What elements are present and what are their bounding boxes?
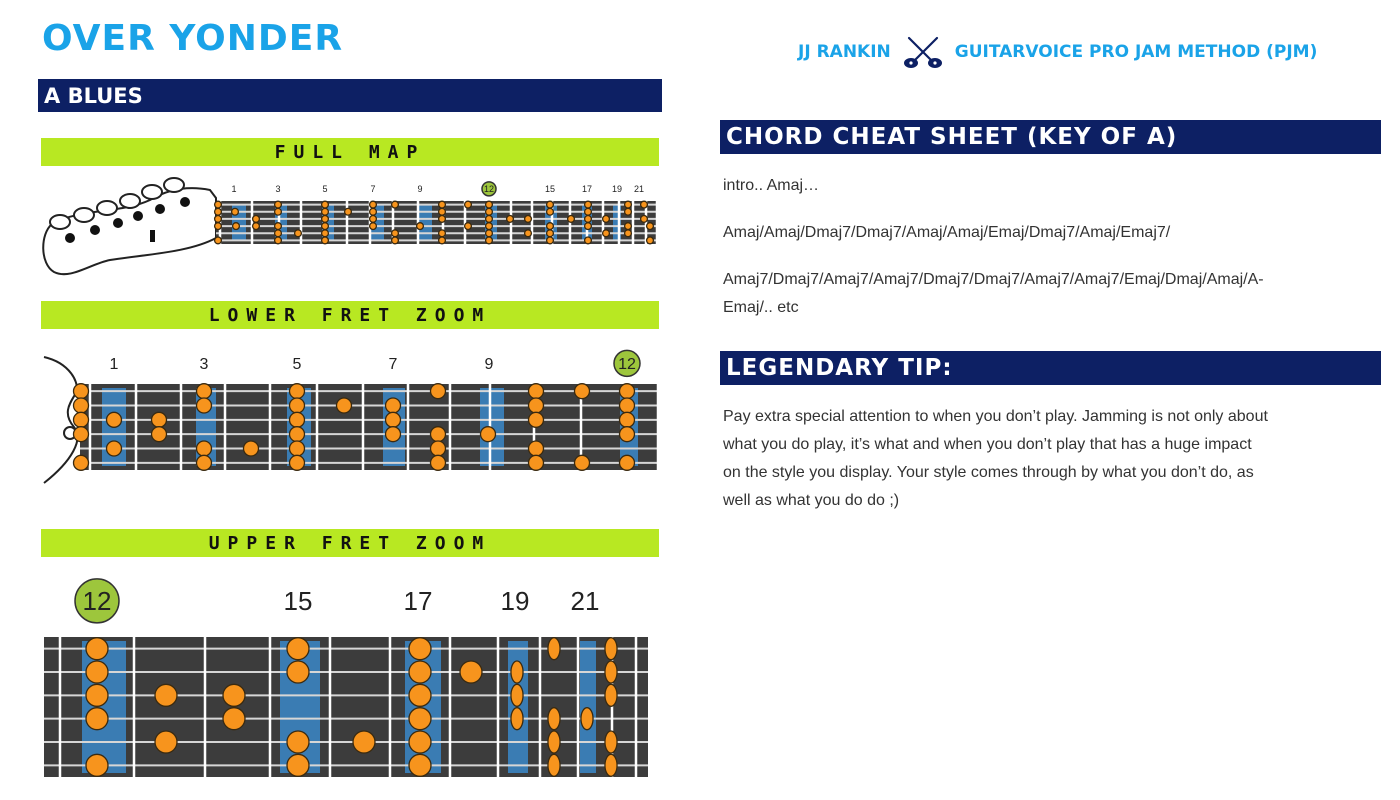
scale-note-dot — [197, 384, 212, 399]
scale-note-dot — [605, 684, 617, 706]
scale-note-dot — [585, 237, 592, 244]
fret-number-label: 21 — [633, 184, 645, 194]
scale-note-dot — [529, 398, 544, 413]
fret-number-label: 5 — [292, 356, 302, 373]
fret-number-label: 3 — [199, 356, 209, 373]
scale-note-dot — [625, 230, 632, 237]
truss-rod — [150, 230, 155, 242]
scale-note-dot — [417, 223, 424, 230]
scale-note-dot — [547, 223, 554, 230]
chord-progression-line-1: Amaj/Amaj/Dmaj7/Dmaj7/Amaj/Amaj/Emaj/Dmaj7/Amaj/Emaj7/ — [723, 224, 1171, 241]
scale-note-dot — [275, 201, 282, 208]
scale-note-dot — [233, 223, 240, 230]
scale-note-dot — [575, 455, 590, 470]
scale-note-dot — [370, 208, 377, 215]
full-fretboard-map — [40, 168, 660, 280]
fret-number-label: 7 — [370, 184, 376, 194]
scale-note-dot — [322, 223, 329, 230]
scale-note-dot — [431, 441, 446, 456]
scale-note-dot — [275, 230, 282, 237]
fret-number-label: 9 — [484, 356, 494, 373]
fret-number-label: 19 — [611, 184, 623, 194]
fret-number-label: 1 — [109, 356, 119, 373]
scale-note-dot — [548, 638, 560, 660]
scale-note-dot — [529, 412, 544, 427]
scale-note-dot — [486, 230, 493, 237]
tip-heading: LEGENDARY TIP: — [720, 351, 1381, 385]
fret-number-label: 15 — [283, 586, 313, 616]
scale-note-dot — [647, 237, 654, 244]
scale-note-dot — [215, 201, 222, 208]
fret-number-label: 5 — [322, 184, 328, 194]
scale-note-dot — [511, 684, 523, 706]
scale-note-dot — [287, 731, 309, 753]
scale-note-dot — [605, 638, 617, 660]
tuning-peg — [120, 194, 140, 208]
tuning-peg — [97, 201, 117, 215]
scale-note-dot — [386, 412, 401, 427]
crossed-guitars-icon — [901, 34, 945, 70]
scale-note-dot — [525, 230, 532, 237]
scale-note-dot — [431, 455, 446, 470]
scale-note-dot — [547, 237, 554, 244]
string-post — [65, 233, 75, 243]
scale-note-dot — [575, 384, 590, 399]
scale-note-dot — [215, 208, 222, 215]
scale-note-dot — [431, 427, 446, 442]
scale-note-dot — [625, 201, 632, 208]
brand-header — [798, 34, 1317, 70]
upper-fret-diagram — [40, 568, 660, 788]
scale-note-dot — [409, 754, 431, 776]
string-post — [90, 225, 100, 235]
chord-progression-line-2: Amaj7/Dmaj7/Amaj7/Amaj7/Dmaj7/Dmaj7/Amaj7/Amaj7/Emaj/Dmaj/Amaj/A-Emaj/.. etc — [723, 271, 1264, 316]
tuning-peg — [74, 208, 94, 222]
string-post — [113, 218, 123, 228]
scale-note-dot — [439, 237, 446, 244]
scale-note-dot — [439, 216, 446, 223]
scale-note-dot — [253, 216, 260, 223]
scale-note-dot — [465, 223, 472, 230]
scale-note-dot — [620, 455, 635, 470]
scale-note-dot — [409, 708, 431, 730]
scale-note-dot — [486, 201, 493, 208]
scale-note-dot — [322, 201, 329, 208]
fret-number-label: 21 — [570, 586, 600, 616]
scale-note-dot — [439, 230, 446, 237]
scale-box-shading — [82, 641, 126, 773]
fret-number-label: 3 — [275, 184, 281, 194]
scale-box-shading — [480, 388, 504, 466]
scale-note-dot — [275, 237, 282, 244]
chord-sheet-heading: CHORD CHEAT SHEET (KEY OF A) — [720, 120, 1381, 154]
scale-note-dot — [641, 201, 648, 208]
scale-note-dot — [392, 201, 399, 208]
scale-note-dot — [548, 708, 560, 730]
scale-note-dot — [620, 427, 635, 442]
scale-note-dot — [439, 201, 446, 208]
string-post — [133, 211, 143, 221]
scale-note-dot — [529, 441, 544, 456]
scale-note-dot — [620, 384, 635, 399]
scale-note-dot — [345, 208, 352, 215]
scale-note-dot — [507, 216, 514, 223]
scale-note-dot — [322, 237, 329, 244]
scale-note-dot — [529, 384, 544, 399]
scale-note-dot — [625, 208, 632, 215]
tuning-peg — [142, 185, 162, 199]
scale-note-dot — [290, 455, 305, 470]
scale-note-dot — [290, 384, 305, 399]
fret-number-label: 1 — [231, 184, 237, 194]
tip-text: Pay extra special attention to when you don’t play. Jamming is not only about what you do play, it’s what and when you don’t play that has a huge impact on the style you display. Your style comes through by what you don’t do, as well as what you do do ;) — [723, 408, 1268, 509]
scale-note-dot — [86, 708, 108, 730]
scale-note-dot — [287, 754, 309, 776]
scale-note-dot — [547, 230, 554, 237]
scale-note-dot — [197, 398, 212, 413]
scale-note-dot — [155, 684, 177, 706]
full-map-label: FULL MAP — [41, 138, 659, 166]
scale-note-dot — [481, 427, 496, 442]
scale-note-dot — [386, 398, 401, 413]
scale-note-dot — [370, 201, 377, 208]
scale-note-dot — [86, 638, 108, 660]
method-name: GUITARVOICE PRO JAM METHOD (PJM) — [954, 42, 1318, 62]
song-title: OVER YONDER — [42, 18, 344, 59]
scale-note-dot — [409, 661, 431, 683]
scale-note-dot — [486, 223, 493, 230]
scale-note-dot — [290, 412, 305, 427]
scale-note-dot — [409, 731, 431, 753]
scale-note-dot — [155, 731, 177, 753]
scale-note-dot — [486, 208, 493, 215]
scale-note-dot — [244, 441, 259, 456]
scale-note-dot — [290, 398, 305, 413]
fret-number-label: 7 — [388, 356, 398, 373]
fret-number-label: 12 — [483, 184, 495, 194]
scale-note-dot — [197, 441, 212, 456]
scale-note-dot — [215, 216, 222, 223]
scale-note-dot — [275, 208, 282, 215]
scale-note-dot — [86, 684, 108, 706]
lower-fret-diagram — [40, 343, 660, 493]
fret-number-label: 12 — [618, 356, 636, 373]
author-name: JJ RANKIN — [798, 42, 891, 62]
fret-number-label: 17 — [403, 586, 433, 616]
scale-note-dot — [74, 398, 89, 413]
scale-note-dot — [568, 216, 575, 223]
lower-fret-label: LOWER FRET ZOOM — [41, 301, 659, 329]
scale-note-dot — [74, 384, 89, 399]
scale-note-dot — [74, 455, 89, 470]
scale-note-dot — [223, 684, 245, 706]
scale-note-dot — [295, 230, 302, 237]
chord-intro: intro.. Amaj… — [723, 177, 820, 194]
scale-note-dot — [603, 216, 610, 223]
scale-note-dot — [547, 201, 554, 208]
upper-fret-label: UPPER FRET ZOOM — [41, 529, 659, 557]
scale-note-dot — [337, 398, 352, 413]
scale-note-dot — [620, 398, 635, 413]
scale-note-dot — [585, 216, 592, 223]
scale-note-dot — [585, 201, 592, 208]
scale-note-dot — [605, 661, 617, 683]
scale-note-dot — [287, 638, 309, 660]
fret-number-label: 19 — [500, 586, 530, 616]
scale-note-dot — [392, 230, 399, 237]
scale-note-dot — [322, 216, 329, 223]
scale-note-dot — [370, 223, 377, 230]
scale-note-dot — [74, 427, 89, 442]
tuning-peg — [164, 178, 184, 192]
scale-note-dot — [253, 223, 260, 230]
scale-note-dot — [223, 708, 245, 730]
scale-note-dot — [290, 441, 305, 456]
scale-note-dot — [409, 684, 431, 706]
scale-note-dot — [322, 230, 329, 237]
scale-note-dot — [647, 223, 654, 230]
fretboard-body — [80, 384, 658, 470]
scale-note-dot — [290, 427, 305, 442]
scale-note-dot — [525, 216, 532, 223]
string-post — [180, 197, 190, 207]
scale-note-dot — [581, 708, 593, 730]
fret-number-label: 15 — [544, 184, 556, 194]
scale-note-dot — [409, 638, 431, 660]
fret-number-label: 9 — [417, 184, 423, 194]
nut-curve — [44, 357, 77, 483]
fret-number-label: 17 — [581, 184, 593, 194]
scale-note-dot — [152, 427, 167, 442]
scale-note-dot — [620, 412, 635, 427]
scale-note-dot — [548, 754, 560, 776]
scale-note-dot — [431, 384, 446, 399]
scale-note-dot — [605, 754, 617, 776]
scale-note-dot — [107, 412, 122, 427]
scale-note-dot — [152, 412, 167, 427]
scale-note-dot — [511, 708, 523, 730]
string-post — [155, 204, 165, 214]
scale-note-dot — [353, 731, 375, 753]
scale-note-dot — [215, 237, 222, 244]
scale-note-dot — [605, 731, 617, 753]
scale-note-dot — [107, 441, 122, 456]
scale-note-dot — [232, 208, 239, 215]
scale-note-dot — [585, 208, 592, 215]
scale-note-dot — [641, 216, 648, 223]
scale-note-dot — [86, 754, 108, 776]
fret-number-label: 12 — [82, 586, 112, 616]
scale-note-dot — [486, 237, 493, 244]
scale-note-dot — [74, 412, 89, 427]
scale-note-dot — [585, 223, 592, 230]
scale-box-shading — [580, 641, 596, 773]
scale-note-dot — [465, 201, 472, 208]
scale-note-dot — [486, 216, 493, 223]
scale-note-dot — [547, 208, 554, 215]
scale-note-dot — [197, 455, 212, 470]
tuning-peg — [50, 215, 70, 229]
scale-note-dot — [439, 208, 446, 215]
scale-note-dot — [370, 216, 377, 223]
scale-note-dot — [287, 661, 309, 683]
scale-note-dot — [386, 427, 401, 442]
scale-note-dot — [86, 661, 108, 683]
scale-note-dot — [529, 455, 544, 470]
scale-note-dot — [215, 223, 222, 230]
scale-note-dot — [322, 208, 329, 215]
scale-note-dot — [625, 223, 632, 230]
scale-note-dot — [511, 661, 523, 683]
scale-note-dot — [392, 237, 399, 244]
scale-note-dot — [460, 661, 482, 683]
scale-note-dot — [603, 230, 610, 237]
scale-note-dot — [548, 731, 560, 753]
key-heading: A BLUES — [38, 79, 662, 112]
scale-note-dot — [275, 223, 282, 230]
